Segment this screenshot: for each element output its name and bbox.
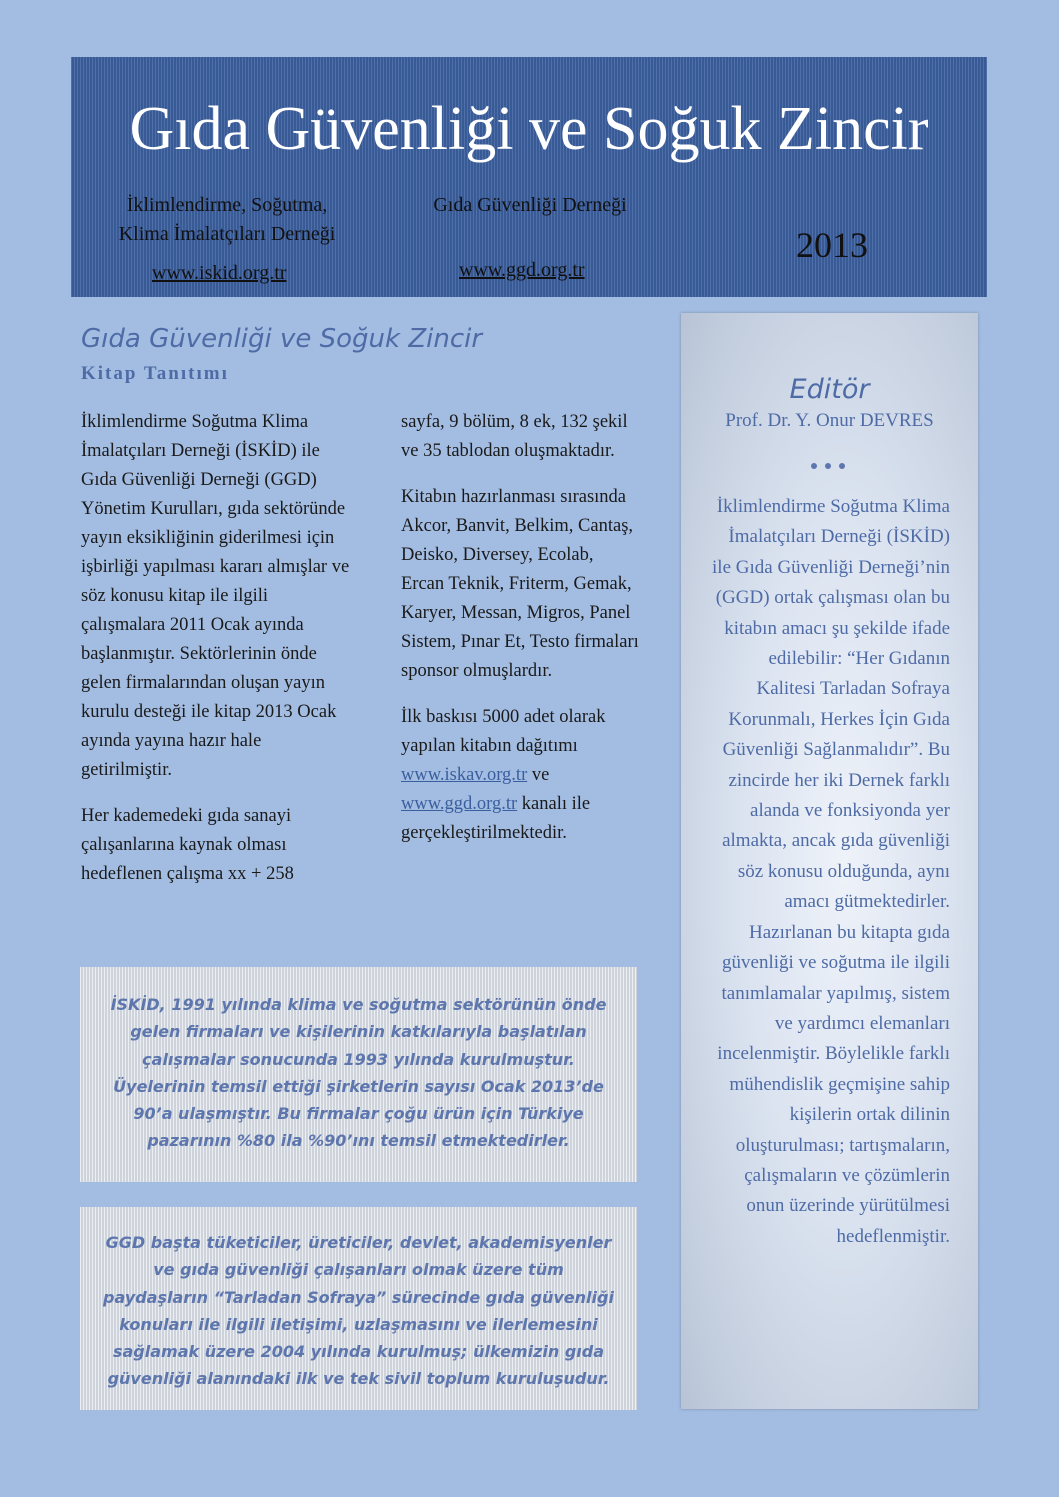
iskav-link[interactable]: www.iskav.org.tr: [401, 765, 528, 785]
separator-dot: [839, 463, 845, 469]
book-title: Gıda Güvenliği ve Soğuk Zincir: [81, 324, 483, 354]
separator-dot: [811, 463, 817, 469]
iskid-org-line2: Klima İmalatçıları Derneği: [118, 223, 336, 245]
distribution-text: İlk baskısı 5000 adet olarak yapılan kitabın dağıtımı: [401, 707, 606, 756]
iskid-website-link[interactable]: www.iskid.org.tr: [152, 262, 287, 284]
editor-label: Editör: [789, 374, 870, 405]
ggd-link[interactable]: www.ggd.org.tr: [401, 794, 518, 814]
distribution-text: kanalı ile gerçekleştirilmektedir.: [401, 794, 591, 843]
iskid-info-box: [80, 967, 637, 1182]
article-paragraph: sayfa, 9 bölüm, 8 ek, 132 şekil ve 35 tablodan oluşmaktadır.: [401, 412, 628, 461]
publication-year: 2013: [796, 225, 868, 265]
ggd-website-link[interactable]: www.ggd.org.tr: [459, 259, 585, 281]
article-paragraph: Kitabın hazırlanması sırasında Akcor, Banvit, Belkim, Cantaş, Deisko, Diversey, Ecolab, Ercan Teknik, Friterm, Gemak, Karyer, Messan, Migros, Panel Sistem, Pınar Et, Testo firmaları sponsor olmuşlardır.: [401, 487, 639, 681]
iskid-info-text: İSKİD, 1991 yılında klima ve soğutma sektörünün önde gelen firmaları ve kişilerinin katkılarıyla başlatılan çalışmalar sonucunda 1993 yılında kurulmuştur. Üyelerinin temsil ettiği şirketlerin sayısı Ocak 2013’de 90’a ulaşmıştır. Bu firmalar çoğu ürün için Türkiye pazarının %80 ila %90’ını temsil etmektedirler.: [110, 995, 607, 1151]
iskid-org-line1: İklimlendirme, Soğutma,: [126, 194, 328, 216]
ggd-org-name: Gıda Güvenliği Derneği: [433, 194, 627, 216]
article-paragraph: Her kademedeki gıda sanayi çalışanlarına kaynak olması hedeflenen çalışma xx + 258: [81, 806, 294, 884]
article-column-1: [81, 408, 356, 906]
book-subtitle: Kitap Tanıtımı: [81, 363, 229, 384]
distribution-text: ve: [531, 765, 550, 785]
ggd-info-box: [80, 1207, 637, 1410]
iskid-org-name: [92, 191, 362, 249]
article-paragraph-distribution: [401, 703, 641, 848]
ggd-info-text: GGD başta tüketiciler, üreticiler, devlet, akademisyenler ve gıda güvenliği çalışanları olmak üzere tüm paydaşların “Tarladan Sofraya” sürecinde gıda güvenliği konuları ile ilgili iletişimi, uzlaşmasını ve ilerlemesini sağlamak üzere 2004 yılında kurulmuş; ülkemizin gıda güvenliği alanındaki ilk ve tek sivil toplum kuruluşudur.: [103, 1233, 614, 1389]
page-title: Gıda Güvenliği ve Soğuk Zincir: [129, 95, 929, 163]
article-column-2: [401, 408, 641, 865]
article-paragraph: İklimlendirme Soğutma Klima İmalatçıları Derneği (İSKİD) ile Gıda Güvenliği Derneği (GGD) Yönetim Kurulları, gıda sektöründe yayın eksikliğinin giderilmesi için işbirliği yapılması kararı almışlar ve söz konusu kitap ile ilgili çalışmalara 2011 Ocak ayında başlanmıştır. Sektörlerinin önde gelen firmalarından oluşan yayın kurulu desteği ile kitap 2013 Ocak ayında yayına hazır hale getirilmiştir.: [81, 412, 350, 780]
editor-name: Prof. Dr. Y. Onur DEVRES: [725, 410, 934, 431]
editor-description: İklimlendirme Soğutma Klima İmalatçıları Derneği (İSKİD) ile Gıda Güvenliği Derneği’nin (GGD) ortak çalışması olan bu kitabın amacı şu şekilde ifade edilebilir: “Her Gıdanın Kalitesi Tarladan Sofraya Korunmalı, Herkes İçin Gıda Güvenliği Sağlanmalıdır”. Bu zincirde her iki Dernek farklı alanda ve fonksiyonda yer almakta, ancak gıda güvenliği söz konusu olduğunda, aynı amacı gütmektedirler. Hazırlanan bu kitapta gıda güvenliği ve soğutma ile ilgili tanımlamalar yapılmış, sistem ve yardımcı elemanları incelenmiştir. Böylelikle farklı mühendislik geçmişine sahip kişilerin ortak dilinin oluşturulması; tartışmaların, çalışmaların ve çözümlerin onun üzerinde yürütülmesi hedeflenmiştir.: [712, 496, 950, 1247]
separator-dot: [825, 463, 831, 469]
